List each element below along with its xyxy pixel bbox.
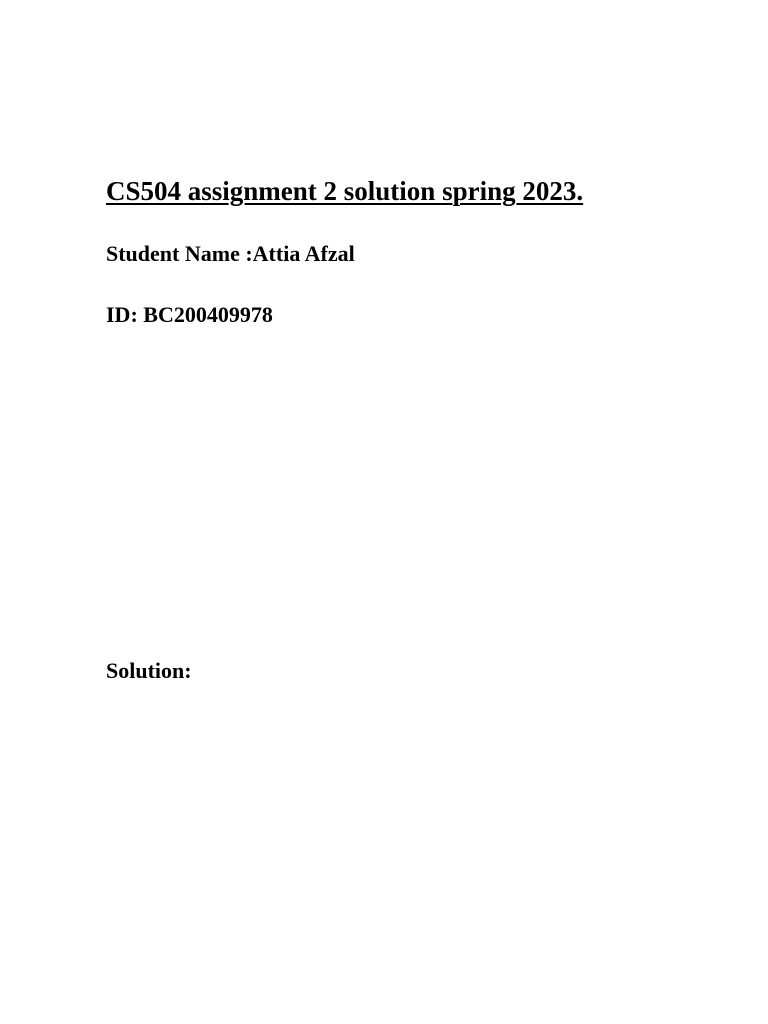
student-id-line: ID: BC200409978 xyxy=(106,302,273,327)
solution-heading: Solution: xyxy=(106,658,192,683)
document-title: CS504 assignment 2 solution spring 2023. xyxy=(106,176,584,206)
student-name-line: Student Name :Attia Afzal xyxy=(106,241,355,266)
